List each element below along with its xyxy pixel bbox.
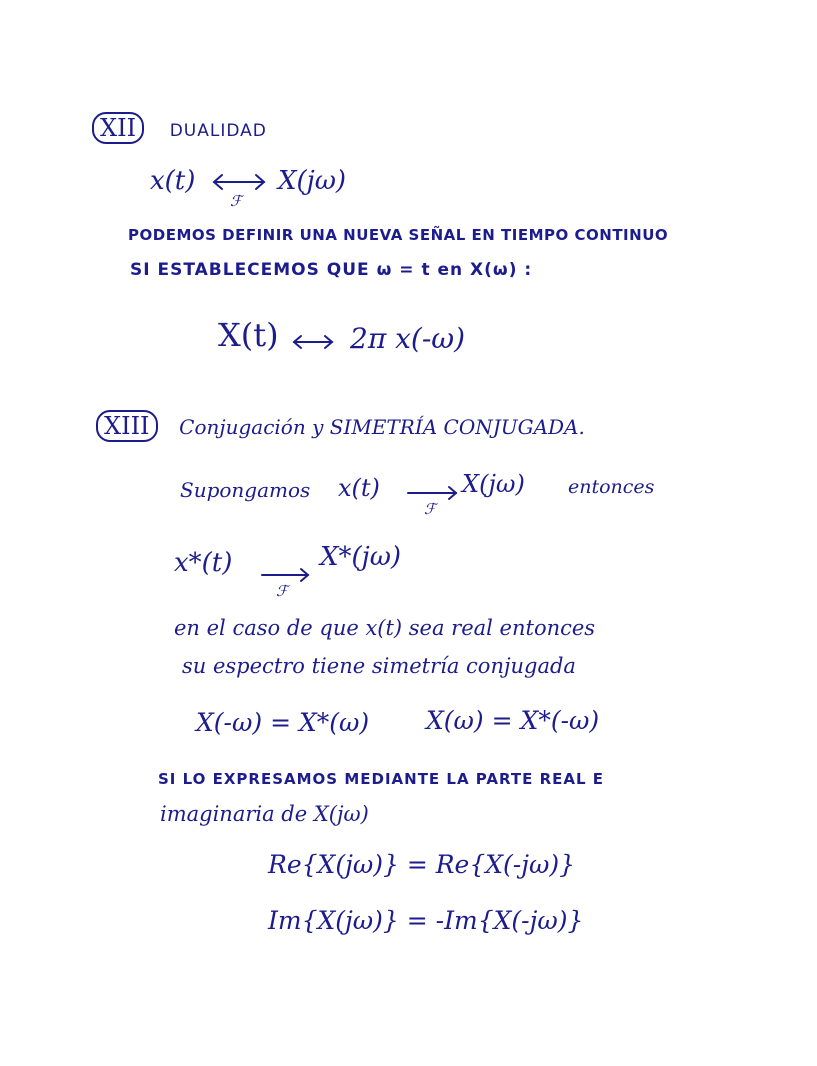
section-13-conj-left: x*(t) <box>174 548 233 578</box>
section-13-title: Conjugación y SIMETRÍA CONJUGADA. <box>179 415 585 439</box>
section-12-label: XII <box>92 112 144 144</box>
section-12-title: DUALIDAD <box>169 121 267 141</box>
section-13-suppose-word: Supongamos <box>180 478 311 502</box>
section-13-conj-transform-symbol: ℱ <box>276 582 288 600</box>
section-12-pair-right: X(jω) <box>278 166 347 196</box>
section-12-text-line2: SI ESTABLECEMOS QUE ω = t en X(ω) : <box>130 260 533 280</box>
section-13-real-part-eq: Re{X(jω)} = Re{X(-jω)} <box>268 850 576 879</box>
section-13-symmetry-eq1: X(-ω) = X*(ω) <box>196 708 370 737</box>
right-arrow-icon <box>260 568 312 582</box>
double-arrow-icon <box>212 172 268 192</box>
section-12-header <box>92 112 267 144</box>
section-13-pair-left: x(t) <box>338 474 380 502</box>
section-13-text-line1: en el caso de que x(t) sea real entonces <box>174 616 596 640</box>
section-13-conj-right: X*(jω) <box>320 542 402 572</box>
section-13-text-line2: su espectro tiene simetría conjugada <box>182 654 576 678</box>
section-13-then-word: entonces <box>568 476 655 498</box>
section-12-pair-left: x(t) <box>150 166 196 196</box>
section-12-transform-symbol: ℱ <box>230 192 242 210</box>
section-12-dual-left: X(t) <box>218 316 279 354</box>
section-13-text-line4: imaginaria de X(jω) <box>160 802 369 826</box>
section-12-dual-right: 2π x(-ω) <box>350 322 466 355</box>
section-13-text-line3: SI LO EXPRESAMOS MEDIANTE LA PARTE REAL E <box>158 770 605 788</box>
section-13-label: XIII <box>96 410 158 442</box>
section-12-text-line1: PODEMOS DEFINIR UNA NUEVA SEÑAL EN TIEMPO CONTINUO <box>128 226 669 244</box>
section-13-header <box>96 410 585 442</box>
section-13-transform-symbol: ℱ <box>424 500 436 518</box>
double-arrow-icon <box>292 334 336 350</box>
section-13-symmetry-eq2: X(ω) = X*(-ω) <box>426 706 600 735</box>
section-13-pair-right: X(jω) <box>462 470 525 498</box>
section-13-imag-part-eq: Im{X(jω)} = -Im{X(-jω)} <box>268 906 584 935</box>
right-arrow-icon <box>406 486 460 500</box>
